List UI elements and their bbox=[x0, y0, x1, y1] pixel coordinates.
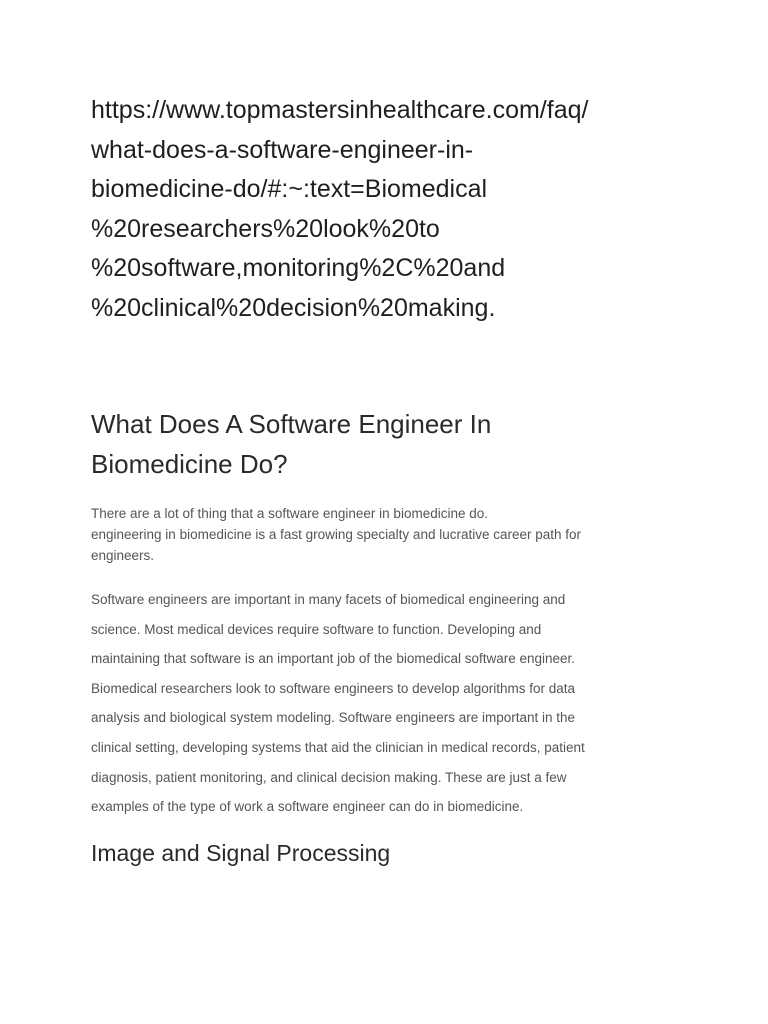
intro-line: engineers. bbox=[91, 548, 155, 563]
source-url-line: what-does-a-software-engineer-in- bbox=[91, 135, 474, 164]
body-line: science. Most medical devices require software to function. Developing and bbox=[91, 621, 542, 637]
body-line: Software engineers are important in many facets of biomedical engineering and bbox=[91, 592, 566, 607]
source-url-line: %20clinical%20decision%20making. bbox=[91, 293, 496, 322]
body-line: diagnosis, patient monitoring, and clinical decision making. These are just a few bbox=[91, 769, 567, 785]
body-line: analysis and biological system modeling. Software engineers are important in the bbox=[91, 710, 576, 726]
body-line: Biomedical researchers look to software engineers to develop algorithms for data bbox=[91, 680, 576, 696]
source-url bbox=[91, 91, 671, 328]
intro-line: There are a lot of thing that a software engineer in biomedicine do. bbox=[91, 506, 488, 521]
body-line: clinical setting, developing systems that aid the clinician in medical records, patient bbox=[91, 739, 585, 755]
body-paragraph bbox=[91, 585, 661, 822]
page-title-line: What Does A Software Engineer In bbox=[91, 409, 492, 439]
source-url-line: %20software,monitoring%2C%20and bbox=[91, 254, 506, 282]
intro-paragraph bbox=[91, 503, 661, 566]
intro-line: engineering in biomedicine is a fast growing specialty and lucrative career path for bbox=[91, 527, 582, 542]
page-title bbox=[91, 405, 651, 484]
source-url-line: %20researchers%20look%20to bbox=[91, 214, 440, 243]
body-line: examples of the type of work a software engineer can do in biomedicine. bbox=[91, 799, 524, 815]
page-title-line: Biomedicine Do? bbox=[91, 448, 288, 479]
source-url-line: biomedicine-do/#:~:text=Biomedical bbox=[91, 175, 488, 203]
body-line: maintaining that software is an important job of the biomedical software engineer. bbox=[91, 651, 576, 667]
source-url-line: https://www.topmastersinhealthcare.com/faq/ bbox=[91, 96, 589, 124]
section-heading: Image and Signal Processing bbox=[91, 840, 391, 866]
